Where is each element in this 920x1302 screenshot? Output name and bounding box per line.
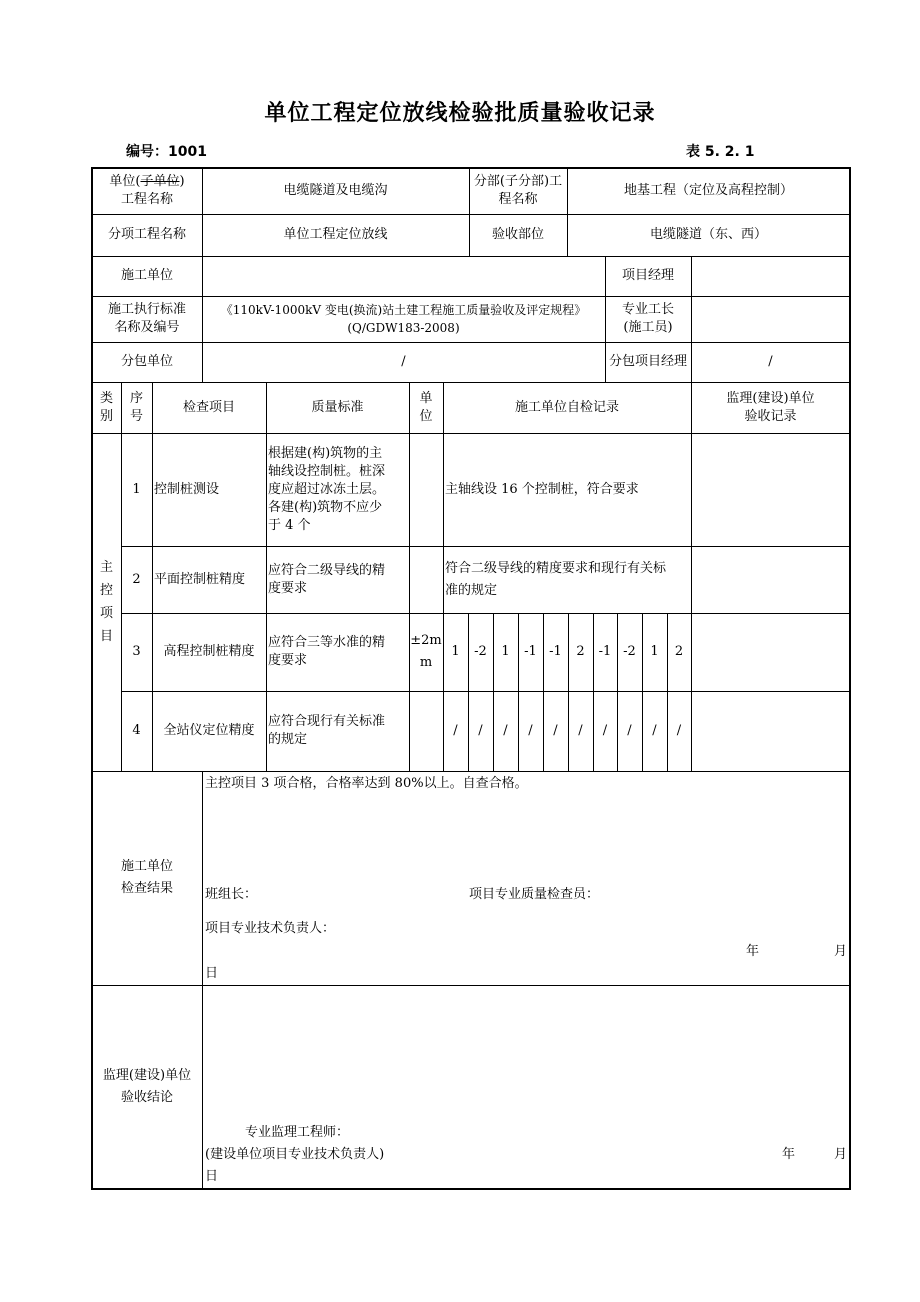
row4-seq: 4 xyxy=(132,723,141,738)
h-rule xyxy=(92,771,850,772)
v-rule xyxy=(202,771,203,1189)
subitem-name-label: 分项工程名称 xyxy=(107,227,186,242)
supervisor-header: 监理(建设)单位 验收记录 xyxy=(726,390,815,424)
row4-standard: 应符合现行有关标准 的规定 xyxy=(268,714,386,747)
row3-measurement-value-8: -2 xyxy=(623,644,636,659)
division-project-name-label: 分部(子分部)工 程名称 xyxy=(473,174,563,207)
row4-measurement-value-6: / xyxy=(578,723,583,738)
unit-project-name-label: 单位(子单位) 工程名称 xyxy=(109,174,185,207)
tech-lead-label: 项目专业技术负责人： xyxy=(205,921,336,936)
contractor-value xyxy=(202,256,605,296)
owner-lead-label: (建设单位项目专业技术负责人) xyxy=(205,1147,385,1162)
seq-header: 序 号 xyxy=(129,390,143,424)
page-title: 单位工程定位放线检验批质量验收记录 xyxy=(264,101,656,126)
row3-unit: ±2m m xyxy=(410,633,442,670)
contractor-month: 月 xyxy=(834,944,848,959)
sub-pm-value: / xyxy=(768,354,773,369)
team-leader-label: 班组长： xyxy=(205,887,258,902)
row3-measurement-value-2: -2 xyxy=(474,644,487,659)
contractor-label: 施工单位 xyxy=(120,268,173,283)
row3-measurement-value-7: -1 xyxy=(598,644,612,659)
inspection-part-label: 验收部位 xyxy=(491,227,544,242)
row2-unit xyxy=(409,546,443,613)
foreman-label: 专业工长 (施工员) xyxy=(621,302,674,335)
subitem-name-value: 单位工程定位放线 xyxy=(283,227,388,242)
supervisor-day: 日 xyxy=(205,1169,219,1184)
row3-measurement-value-9: 1 xyxy=(650,644,659,659)
row3-measurement-value-10: 2 xyxy=(674,644,684,659)
unit-header: 单 位 xyxy=(419,390,433,424)
foreman-value xyxy=(691,296,850,342)
contractor-result-label: 施工单位 检查结果 xyxy=(120,859,173,896)
row3-measurement-value-6: 2 xyxy=(576,644,585,659)
supervisor-year: 年 xyxy=(782,1147,796,1162)
row2-seq: 2 xyxy=(132,571,141,587)
self-check-header: 施工单位自检记录 xyxy=(514,399,619,415)
row3-item: 高程控制桩精度 xyxy=(163,644,255,659)
v-rule xyxy=(691,382,692,771)
subcontractor-value: / xyxy=(401,354,406,369)
row4-measurement-value-5: / xyxy=(553,723,558,738)
project-manager-value xyxy=(691,256,850,296)
row2-item: 平面控制桩精度 xyxy=(154,571,246,587)
inspection-part-value: 电缆隧道（东、西） xyxy=(649,227,767,242)
category-main-control: 主 控 项 目 xyxy=(99,560,113,644)
row3-seq: 3 xyxy=(132,644,141,659)
row4-measurement-value-10: / xyxy=(676,723,682,738)
row1-standard: 根据建(构)筑物的主 轴线设控制桩。桩深 度应超过冰冻土层。 各建(构)筑物不应少 于 4 个 xyxy=(268,445,386,533)
standard-header: 质量标准 xyxy=(311,399,364,415)
row1-item: 控制桩测设 xyxy=(154,481,220,497)
row1-unit xyxy=(409,433,443,546)
h-rule xyxy=(92,985,850,986)
contractor-day: 日 xyxy=(205,966,219,981)
row4-measurement-value-1: / xyxy=(453,723,458,738)
category-header: 类 别 xyxy=(99,390,113,424)
project-manager-label: 项目经理 xyxy=(621,268,674,283)
division-project-name-value: 地基工程（定位及高程控制） xyxy=(623,183,793,198)
subcontractor-label: 分包单位 xyxy=(120,354,173,369)
supervisor-result-label: 监理(建设)单位 验收结论 xyxy=(102,1068,192,1105)
row3-standard: 应符合三等水准的精 度要求 xyxy=(268,635,386,668)
row4-measurement-value-2: / xyxy=(478,723,483,738)
row4-measurement-value-7: / xyxy=(602,723,608,738)
item-header: 检查项目 xyxy=(182,399,235,415)
contractor-year: 年 xyxy=(746,944,760,959)
row2-record: 符合二级导线的精度要求和现行有关标 准的规定 xyxy=(445,560,667,598)
sub-pm-label: 分包项目经理 xyxy=(608,354,687,369)
row3-measurement-value-1: 1 xyxy=(451,644,460,659)
row1-seq: 1 xyxy=(132,481,141,497)
row4-measurement-value-3: / xyxy=(503,723,508,738)
row4-unit xyxy=(409,691,443,771)
standard-value: 《110kV-1000kV 变电(换流)站土建工程施工质量验收及评定规程》 (Q/GDW183-2008) xyxy=(220,303,587,335)
row4-measurement-value-4: / xyxy=(528,723,533,738)
row3-measurement-value-4: -1 xyxy=(524,644,537,659)
supervisor-month: 月 xyxy=(834,1147,848,1162)
table-number: 表 5. 2. 1 xyxy=(686,144,755,160)
contractor-summary: 主控项目 3 项合格，合格率达到 80%以上。自查合格。 xyxy=(205,776,528,791)
row2-standard: 应符合二级导线的精 度要求 xyxy=(268,562,386,596)
row4-measurement-value-9: / xyxy=(652,723,657,738)
serial-number: 编号：1001 xyxy=(126,144,207,160)
quality-inspector-label: 项目专业质量检查员： xyxy=(469,887,600,902)
row4-item: 全站仪定位精度 xyxy=(163,723,255,738)
row3-measurement-value-3: 1 xyxy=(501,644,510,659)
standard-label: 施工执行标准 名称及编号 xyxy=(107,302,186,335)
row1-record: 主轴线设 16 个控制桩，符合要求 xyxy=(445,481,639,497)
unit-project-name-value: 电缆隧道及电缆沟 xyxy=(283,183,388,198)
row4-measurement-value-8: / xyxy=(627,723,632,738)
supervising-engineer-label: 专业监理工程师： xyxy=(245,1125,350,1140)
row3-measurement-value-5: -1 xyxy=(549,644,562,659)
